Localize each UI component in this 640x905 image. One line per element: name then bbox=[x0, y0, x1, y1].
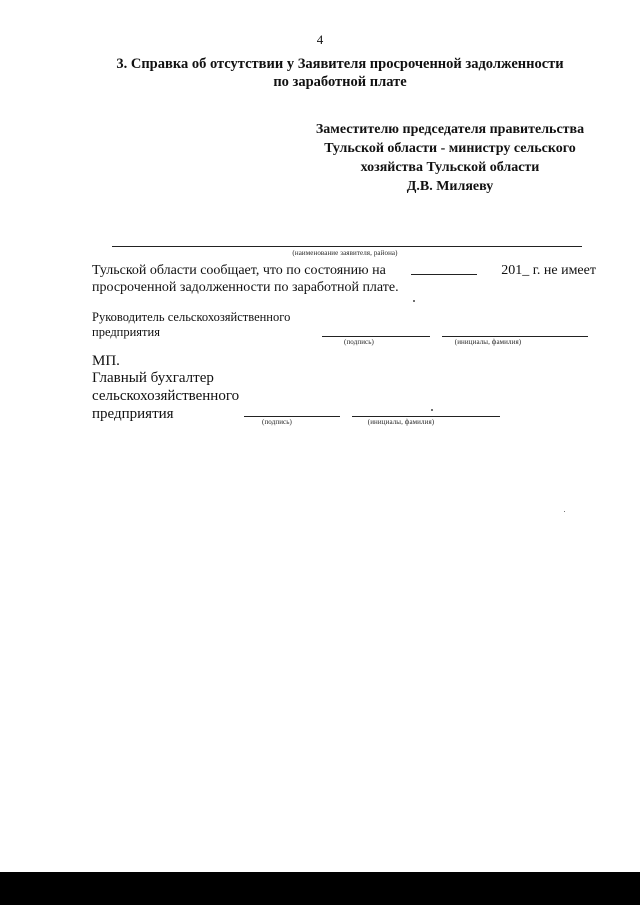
applicant-caption: (наименование заявителя, района) bbox=[292, 249, 398, 257]
accountant-title bbox=[92, 369, 239, 423]
accountant-signature-caption: (подпись) bbox=[262, 418, 292, 426]
page-number: 4 bbox=[316, 32, 324, 47]
scan-speck bbox=[413, 300, 415, 302]
accountant-name-caption: (инициалы, фамилия) bbox=[367, 418, 435, 426]
accountant-line-1: Главный бухгалтер bbox=[92, 370, 214, 386]
statement-line-2: просроченной задолженности по заработной плате. bbox=[92, 280, 399, 295]
addressee-line-2: Тульской области - министру сельского bbox=[324, 141, 576, 156]
title-line-1: 3. Справка об отсутствии у Заявителя просроченной задолженности bbox=[116, 56, 564, 72]
scan-bottom-edge bbox=[0, 872, 640, 905]
addressee-line-4: Д.В. Миляеву bbox=[406, 179, 494, 194]
head-title bbox=[92, 310, 290, 340]
applicant-name-line bbox=[112, 246, 582, 247]
accountant-signature-line bbox=[244, 416, 340, 417]
accountant-line-3: предприятия bbox=[92, 406, 174, 422]
statement-part-2: 201_ г. не имеет bbox=[501, 263, 596, 278]
statement-line-1 bbox=[92, 262, 596, 279]
head-name-caption: (инициалы, фамилия) bbox=[454, 338, 522, 346]
scan-speck bbox=[431, 409, 433, 411]
head-signature-caption: (подпись) bbox=[344, 338, 374, 346]
accountant-name-line bbox=[352, 416, 500, 417]
stamp-label: МП. bbox=[92, 353, 120, 369]
head-line-1: Руководитель сельскохозяйственного bbox=[92, 310, 291, 324]
head-name-line bbox=[442, 336, 588, 337]
addressee-line-3: хозяйства Тульской области bbox=[360, 160, 540, 175]
statement-part-1: Тульской области сообщает, что по состоянию на bbox=[92, 263, 386, 278]
addressee-line-1: Заместителю председателя правительства bbox=[315, 122, 585, 137]
head-line-2: предприятия bbox=[92, 325, 160, 339]
statement-text bbox=[92, 262, 596, 296]
title-line-2: по заработной плате bbox=[273, 74, 407, 90]
addressee-block bbox=[290, 120, 610, 196]
scan-speck bbox=[564, 511, 565, 512]
date-blank bbox=[411, 262, 477, 275]
accountant-line-2: сельскохозяйственного bbox=[92, 388, 240, 404]
document-title bbox=[70, 55, 610, 91]
head-signature-line bbox=[322, 336, 430, 337]
